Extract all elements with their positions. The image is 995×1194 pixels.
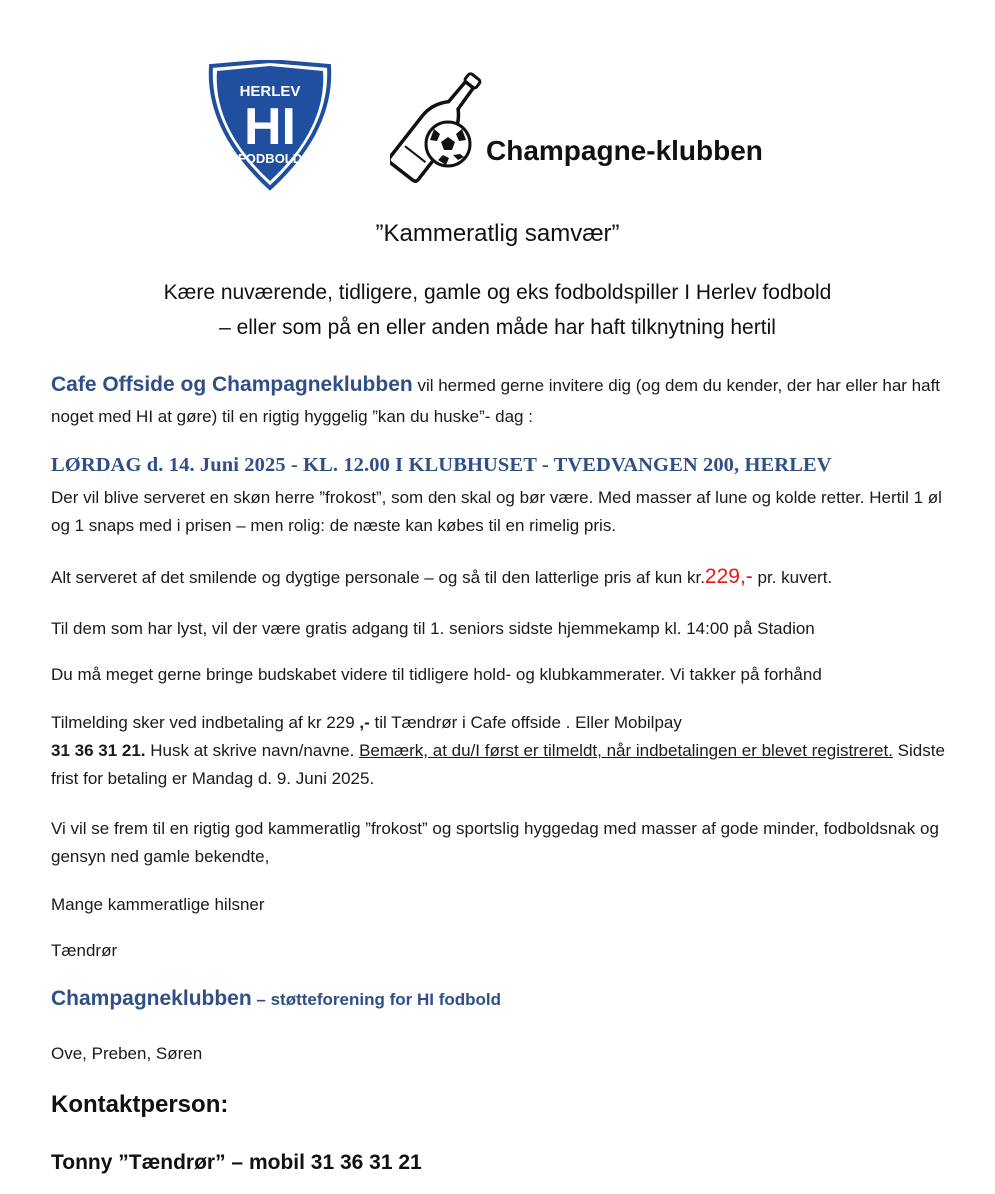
contact-heading: Kontaktperson: [51,1091,229,1118]
intro-line-1: Kære nuværende, tidligere, gamle og eks fodboldspiller I Herlev fodbold [163,281,832,304]
names: Ove, Preben, Søren [51,1044,203,1063]
logo-text-hi: HI [244,98,296,156]
price-value: 229,- [704,565,753,588]
registration-line1-bold: ,- [359,713,370,732]
invite-paragraph [51,369,951,432]
event-line: LØRDAG d. 14. Juni 2025 - KL. 12.00 I KLUBHUSET - TVEDVANGEN 200, HERLEV [51,454,832,476]
price-paragraph [51,563,951,592]
contact-person: Tonny ”Tændrør” – mobil 31 36 31 21 [51,1151,422,1174]
closing-paragraph: Vi vil se frem til en rigtig god kammeratlig ”frokost” og sportslig hyggedag med masser af gode minder, fodboldsnak og gensyn ned gamle bekendte, [51,819,939,866]
club-signature [51,987,501,1011]
lunch-paragraph: Der vil blive serveret en skøn herre ”frokost”, som den skal og bør være. Med masser af lune og kolde retter. Hertil 1 øl og 1 snaps med i prisen – men rolig: de næste kan købes til en rimelig pris. [51,488,942,535]
champagne-klubben-logo-text: Champagne-klubben [486,135,763,166]
page-title: ”Kammeratlig samvær” [375,220,620,247]
registration-line1-before: Tilmelding sker ved indbetaling af kr 229 [51,713,360,732]
invite-highlight: Cafe Offside og Champagneklubben [51,373,413,396]
registration-line1-after: til Tændrør i Cafe offside . Eller Mobilpay [369,713,682,732]
price-text-after: pr. kuvert. [752,568,833,587]
match-paragraph: Til dem som har lyst, vil der være gratis adgang til 1. seniors sidste hjemmekamp kl. 14:00 på Stadion [51,619,815,638]
invite-text: vil hermed gerne invitere dig (og dem du kender, der har eller har haft noget med HI at gøre) til en rigtig hyggelig ”kan du huske”- dag : [51,376,941,426]
registration-deadline: Sidste frist for betaling er Mandag d. 9. Juni 2025. [51,741,945,788]
champagne-bottle-icon [390,62,486,188]
registration-notice: Bemærk, at du/I først er tilmeldt, når indbetalingen er blevet registreret. [359,741,893,760]
greeting: Mange kammeratlige hilsner [51,895,265,914]
registration-paragraph [51,709,951,793]
registration-phone: 31 36 31 21. [51,741,146,760]
intro-line-2: – eller som på en eller anden måde har haft tilknytning hertil [219,316,776,339]
logo-text-herlev: HERLEV [239,83,301,100]
hi-herlev-logo [203,60,337,192]
price-text-before: Alt serveret af det smilende og dygtige personale – og så til den latterlige pris af kun kr. [51,568,705,587]
signer: Tændrør [51,941,118,960]
football-icon [426,122,470,166]
logo-text-fodbold: FODBOLD [237,151,303,166]
registration-husk: Husk at skrive navn/navne. [145,741,360,760]
spread-paragraph: Du må meget gerne bringe budskabet videre til tidligere hold- og klubkammerater. Vi takker på forhånd [51,665,822,684]
club-tagline: – støtteforening for HI fodbold [251,990,502,1009]
club-name: Champagneklubben [51,987,252,1010]
